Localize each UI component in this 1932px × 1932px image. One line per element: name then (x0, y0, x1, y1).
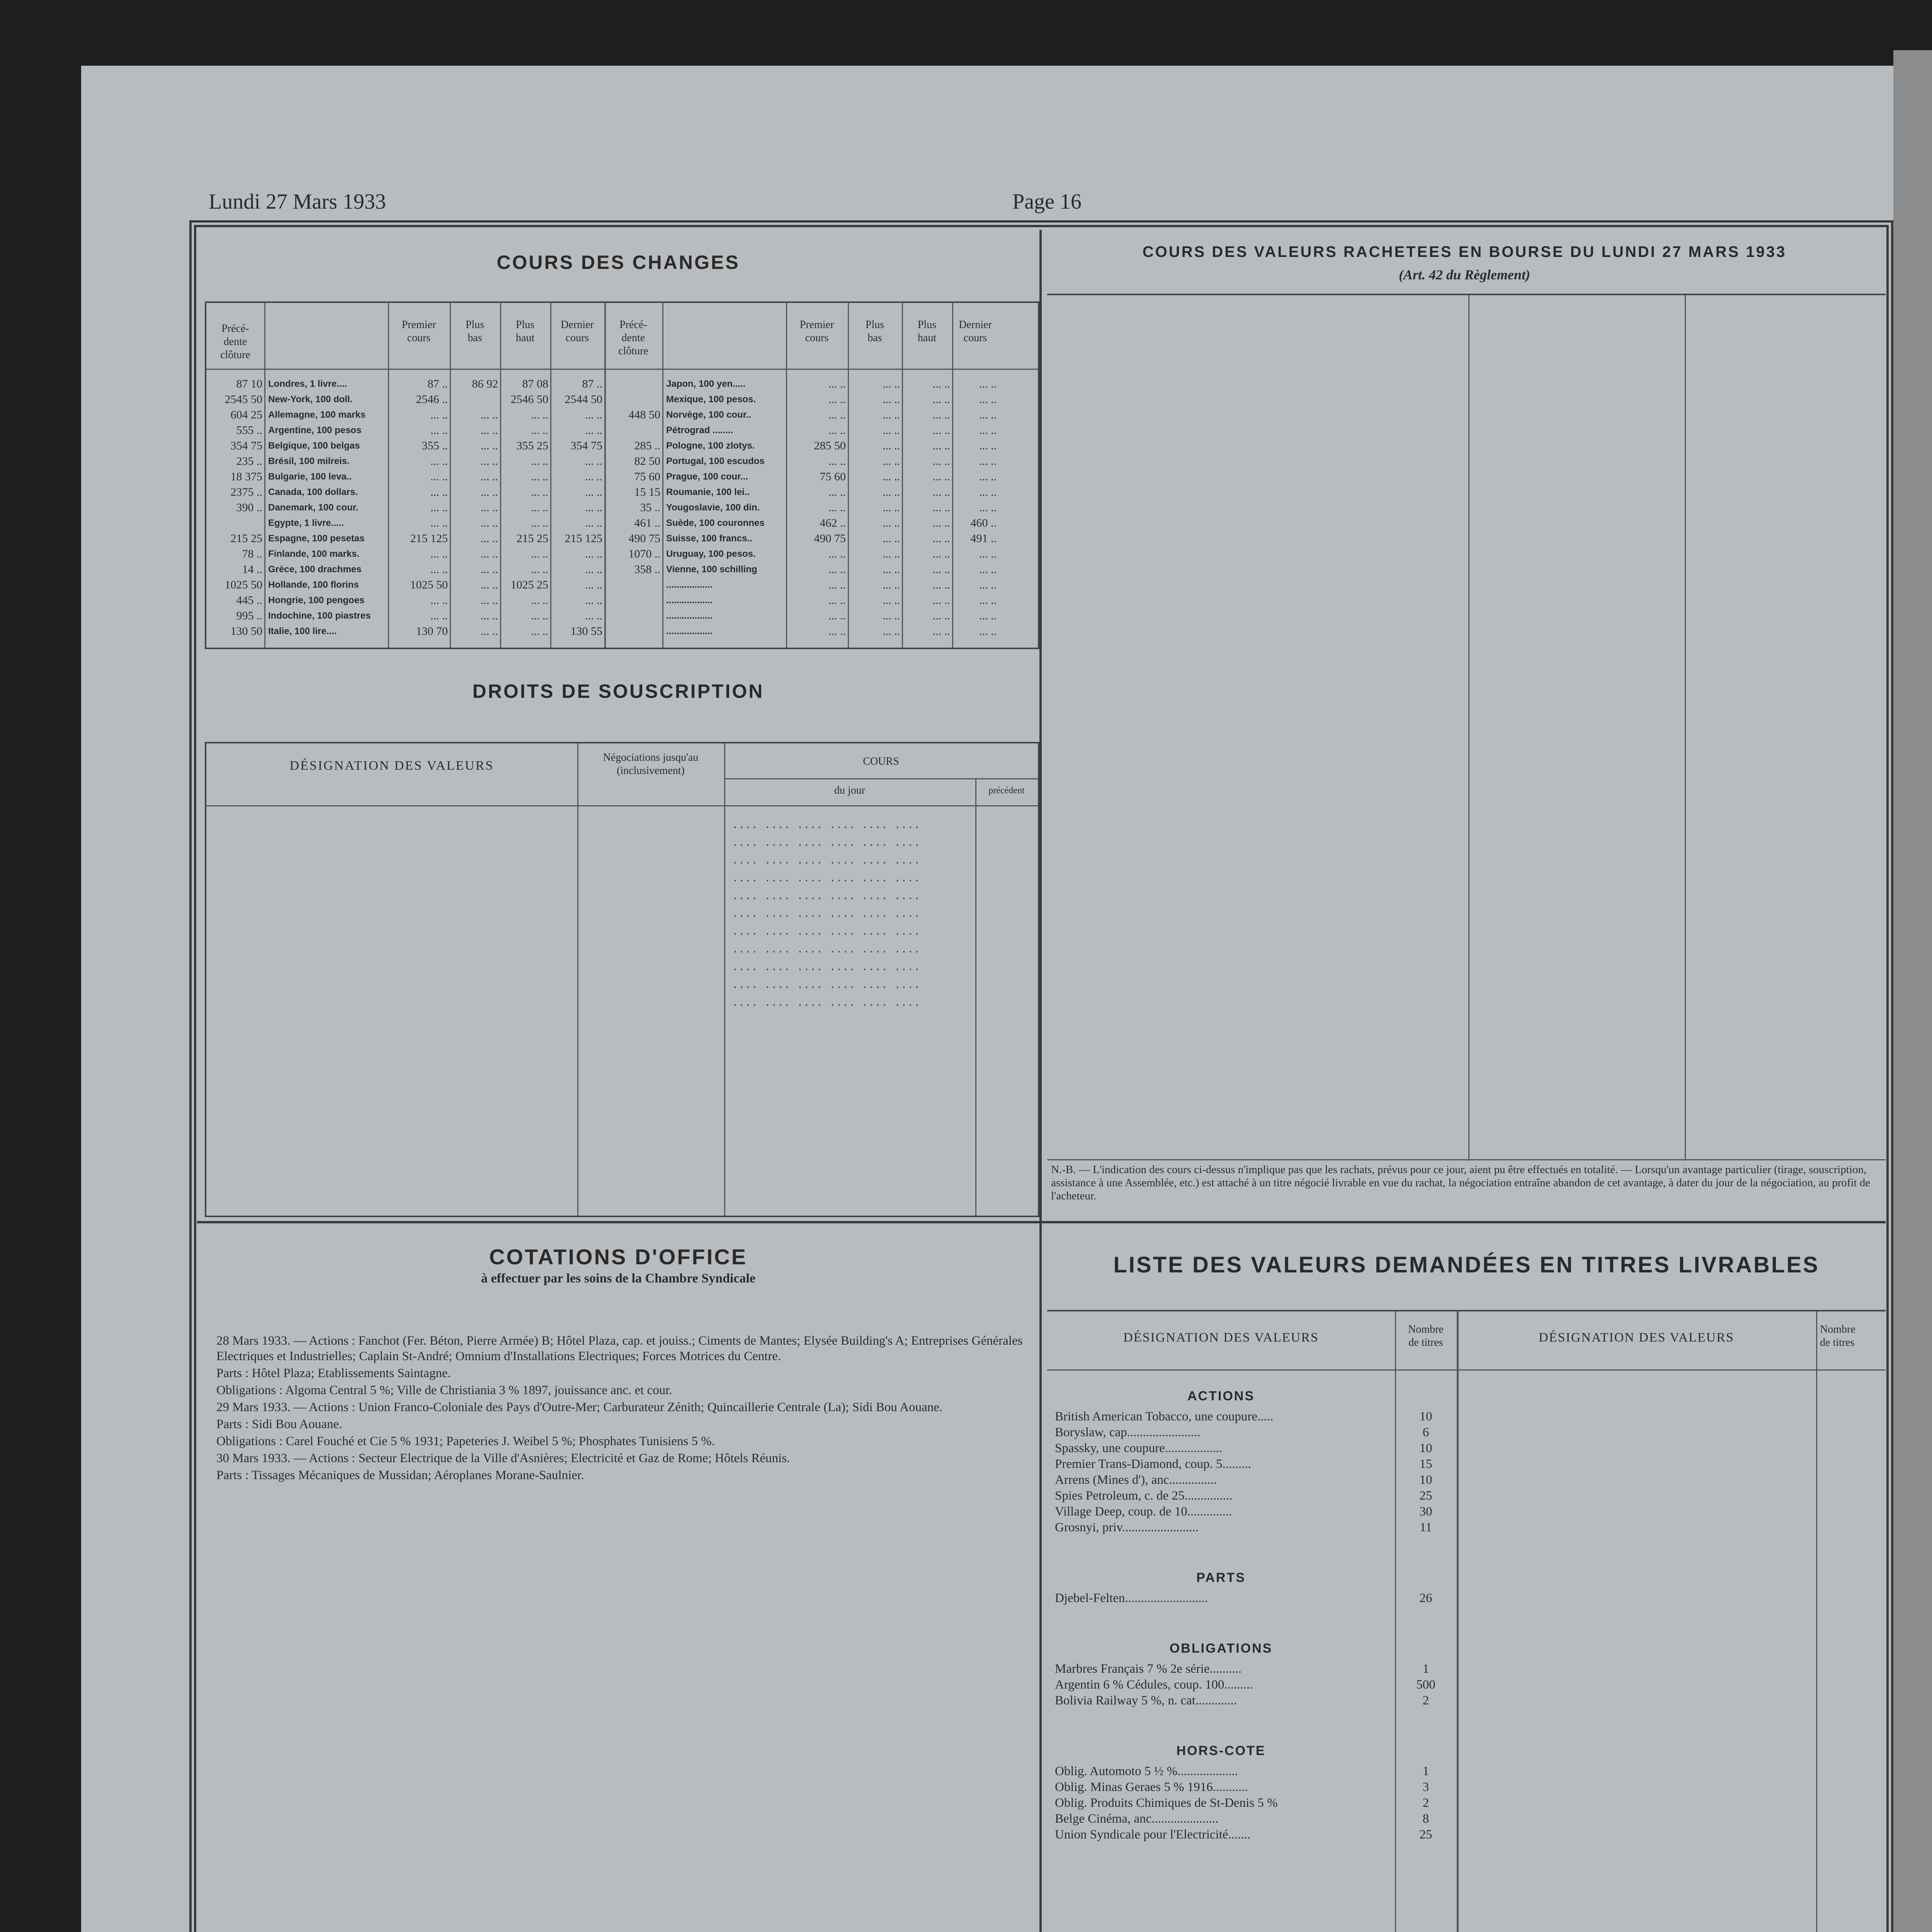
changes-cell-premier: ... .. (430, 548, 448, 560)
changes-cell-name2: Portugal, 100 escudos (666, 456, 765, 466)
changes-cell-bas2: ... .. (883, 439, 900, 452)
cotations-paragraph: 29 Mars 1933. — Actions : Union Franco-Coloniale des Pays d'Outre-Mer; Carburateur Zénith; Quincaillerie Centrale (La); Sidi Bou Aouane. (216, 1400, 943, 1414)
changes-cell-name: Hollande, 100 florins (268, 580, 359, 590)
changes-cell-premier: ... .. (430, 501, 448, 514)
changes-cell-premier: 355 .. (422, 439, 448, 452)
liste-item-name: Marbres Français 7 % 2e série.......... (1055, 1662, 1242, 1676)
changes-cell-haut: 355 25 (516, 439, 548, 452)
liste-item-count: 25 (1419, 1828, 1432, 1842)
liste-item-name: Belge Cinéma, anc..................... (1055, 1812, 1219, 1826)
changes-cell-name: Belgique, 100 belgas (268, 440, 360, 451)
changes-cell-prev: 87 10 (236, 378, 262, 390)
changes-cell-premier2: ... .. (828, 408, 846, 421)
changes-cell-premier: ... .. (430, 609, 448, 622)
liste-item-name: Djebel-Felten.......................... (1055, 1591, 1208, 1605)
changes-cell-bas: ... .. (481, 532, 498, 545)
changes-cell-haut2: ... .. (933, 378, 950, 390)
changes-cell-name: Bulgarie, 100 leva.. (268, 471, 352, 482)
liste-item-name: Boryslaw, cap....................... (1055, 1425, 1201, 1439)
changes-cell-haut2: ... .. (933, 455, 950, 468)
rachetees-title: COURS DES VALEURS RACHETEES EN BOURSE DU LUNDI 27 MARS 1933 (1142, 243, 1787, 260)
liste-item-count: 1 (1422, 1662, 1429, 1676)
changes-cell-bas2: ... .. (883, 501, 900, 514)
changes-cell-bas: ... .. (481, 594, 498, 607)
changes-cell-haut: 87 08 (522, 378, 548, 390)
changes-cell-prev: 235 .. (236, 455, 262, 468)
changes-cell-name2: .................. (666, 611, 713, 621)
changes-cell-name2: Uruguay, 100 pesos. (666, 549, 756, 559)
col-premier-2: Premier cours (799, 319, 834, 344)
changes-cell-name2: Roumanie, 100 lei.. (666, 487, 750, 497)
changes-cell-cl2: 285 .. (634, 439, 660, 452)
changes-cell-name2: Suède, 100 couronnes (666, 518, 765, 528)
liste-item-count: 500 (1416, 1678, 1435, 1692)
changes-cell-haut: ... .. (531, 470, 548, 483)
changes-cell-name: Egypte, 1 livre..... (268, 518, 344, 528)
changes-cell-bas2: ... .. (883, 563, 900, 576)
changes-title: COURS DES CHANGES (497, 252, 740, 273)
changes-cell-haut: 215 25 (516, 532, 548, 545)
changes-cell-haut: ... .. (531, 424, 548, 437)
changes-cell-name2: Mexique, 100 pesos. (666, 394, 756, 405)
changes-cell-haut: ... .. (531, 563, 548, 576)
liste-item-name: Premier Trans-Diamond, coup. 5......... (1055, 1457, 1251, 1471)
next-page-edge (1893, 50, 1932, 1932)
changes-cell-premier: ... .. (430, 455, 448, 468)
liste-title: LISTE DES VALEURS DEMANDÉES EN TITRES LIVRABLES (1113, 1252, 1820, 1277)
liste-section-heading: ACTIONS (1187, 1389, 1255, 1403)
liste-col-designation: DÉSIGNATION DES VALEURS (1123, 1330, 1319, 1345)
liste-item-count: 10 (1419, 1441, 1432, 1455)
changes-cell-dernier: 87 .. (582, 378, 602, 390)
changes-cell-name2: Yougoslavie, 100 din. (666, 502, 760, 513)
changes-cell-premier2: 490 75 (814, 532, 846, 545)
changes-cell-dernier2: ... .. (979, 455, 997, 468)
changes-cell-bas: ... .. (481, 470, 498, 483)
changes-cell-prev: 354 75 (230, 439, 262, 452)
col-plus-bas: Plus bas (465, 319, 485, 344)
changes-cell-cl2: 490 75 (628, 532, 660, 545)
droits-table (205, 742, 1039, 1217)
changes-cell-haut2: ... .. (933, 594, 950, 607)
liste-item-count: 15 (1419, 1457, 1432, 1471)
changes-cell-prev: 18 375 (230, 470, 262, 483)
changes-cell-dernier: 130 55 (570, 625, 602, 638)
liste-col-nombre-2: Nombre de titres (1820, 1323, 1855, 1349)
droits-empty-rows: .... .... .... .... .... .... .... .... .... .... .... .... .... .... .... .... .... .... .... .... .... .... .... .... .... .... .... .... .... .... .... .... .... .... .... .... .... .... .... .... .... .... .... .... .... .... .... .... .... .... .... .... .... .... .... .... .... .... .... .... .... .... .... .... .... .... (732, 820, 920, 1009)
changes-cell-name2: Suisse, 100 francs.. (666, 533, 752, 544)
changes-cell-name2: Vienne, 100 schilling (666, 564, 757, 575)
changes-cell-dernier2: ... .. (979, 439, 997, 452)
changes-cell-premier2: 462 .. (820, 517, 846, 529)
cotations-paragraph: Obligations : Algoma Central 5 %; Ville de Christiania 3 % 1897, jouissance anc. et cour. (216, 1383, 672, 1397)
changes-cell-name: Allemagne, 100 marks (268, 410, 366, 420)
changes-cell-dernier: ... .. (585, 470, 602, 483)
changes-cell-haut2: ... .. (933, 439, 950, 452)
changes-cell-haut2: ... .. (933, 393, 950, 406)
liste-item-name: Spies Petroleum, c. de 25............... (1055, 1489, 1233, 1503)
changes-cell-haut2: ... .. (933, 517, 950, 529)
changes-cell-haut: ... .. (531, 548, 548, 560)
liste-item-name: Arrens (Mines d'), anc............... (1055, 1473, 1217, 1487)
changes-cell-name: Argentine, 100 pesos (268, 425, 362, 435)
divider-top-center (1039, 230, 1042, 1223)
changes-cell-name: Grèce, 100 drachmes (268, 564, 362, 575)
changes-cell-name: Finlande, 100 marks. (268, 549, 360, 559)
col-dernier: Dernier cours (561, 319, 594, 344)
changes-cell-name2: Pologne, 100 zlotys. (666, 440, 755, 451)
col-plus-haut: Plus haut (515, 319, 535, 344)
liste-item-count: 2 (1422, 1694, 1429, 1708)
changes-cell-bas2: ... .. (883, 609, 900, 622)
changes-cell-haut: ... .. (531, 455, 548, 468)
changes-cell-name: Brésil, 100 milreis. (268, 456, 350, 466)
changes-cell-premier2: ... .. (828, 501, 846, 514)
changes-cell-bas2: ... .. (883, 625, 900, 638)
changes-cell-cl2: 358 .. (634, 563, 660, 576)
changes-cell-prev: 555 .. (236, 424, 262, 437)
changes-cell-bas2: ... .. (883, 424, 900, 437)
changes-cell-premier2: ... .. (828, 625, 846, 638)
changes-cell-haut: ... .. (531, 609, 548, 622)
changes-cell-premier: ... .. (430, 424, 448, 437)
changes-cell-prev: 78 .. (242, 548, 262, 560)
liste-table (1047, 1310, 1886, 1932)
cotations-paragraph: 28 Mars 1933. — Actions : Fanchot (Fer. Béton, Pierre Armée) B; Hôtel Plaza, cap. et jouiss.; Ciments de Mantes; Elysée Building's A; Entreprises Générales Electriques et Industrielles; Caplain St-André; Omnium d'Installations Electriques; Forces Motrices du Centre. (216, 1334, 1023, 1363)
changes-cell-dernier2: ... .. (979, 378, 997, 390)
changes-cell-name2: Prague, 100 cour... (666, 471, 748, 482)
changes-cell-prev: 390 .. (236, 501, 262, 514)
col-premier: Premier cours (401, 319, 436, 344)
changes-cell-dernier: ... .. (585, 578, 602, 591)
liste-item-name: Oblig. Minas Geraes 5 % 1916........... (1055, 1780, 1248, 1794)
changes-cell-premier: 215 125 (410, 532, 448, 545)
changes-cell-bas2: ... .. (883, 594, 900, 607)
cotations-title: COTATIONS D'OFFICE (489, 1245, 748, 1269)
changes-cell-dernier: ... .. (585, 424, 602, 437)
col-plus-haut-2: Plus haut (917, 319, 937, 344)
changes-cell-prev: 2545 50 (224, 393, 262, 406)
changes-cell-premier: 2546 .. (416, 393, 448, 406)
changes-cell-name: Italie, 100 lire.... (268, 626, 337, 636)
liste-section-heading: OBLIGATIONS (1169, 1641, 1273, 1656)
cotations-paragraph: Parts : Tissages Mécaniques de Mussidan; Aéroplanes Morane-Saulnier. (216, 1468, 584, 1482)
liste-item-count: 2 (1422, 1796, 1429, 1810)
droits-col-precedent: précédent (988, 786, 1025, 796)
rachetees-subtitle: (Art. 42 du Règlement) (1399, 267, 1530, 282)
changes-cell-haut: ... .. (531, 408, 548, 421)
droits-col-du-jour: du jour (834, 784, 866, 796)
changes-cell-bas: ... .. (481, 424, 498, 437)
changes-cell-bas: ... .. (481, 408, 498, 421)
rachetees-table (1047, 294, 1886, 1159)
liste-item-count: 25 (1419, 1489, 1432, 1503)
changes-cell-name: Canada, 100 dollars. (268, 487, 358, 497)
changes-cell-bas2: ... .. (883, 486, 900, 498)
changes-cell-prev: 130 50 (230, 625, 262, 638)
changes-cell-dernier2: ... .. (979, 408, 997, 421)
droits-title: DROITS DE SOUSCRIPTION (472, 680, 764, 702)
changes-cell-premier2: ... .. (828, 486, 846, 498)
changes-cell-premier2: ... .. (828, 578, 846, 591)
changes-cell-dernier: ... .. (585, 517, 602, 529)
changes-cell-haut2: ... .. (933, 548, 950, 560)
changes-cell-name2: .................. (666, 580, 713, 590)
liste-item-name: Spassky, une coupure.................. (1055, 1441, 1223, 1455)
changes-cell-bas2: ... .. (883, 378, 900, 390)
changes-cell-dernier: ... .. (585, 594, 602, 607)
changes-cell-dernier: ... .. (585, 609, 602, 622)
liste-item-name: Village Deep, coup. de 10.............. (1055, 1505, 1232, 1519)
liste-item-count: 6 (1422, 1425, 1429, 1439)
liste-item-name: British American Tobacco, une coupure..... (1055, 1410, 1274, 1423)
page-number: Page 16 (1012, 190, 1082, 214)
changes-cell-bas: ... .. (481, 548, 498, 560)
changes-cell-haut2: ... .. (933, 408, 950, 421)
changes-cell-premier2: 285 50 (814, 439, 846, 452)
changes-cell-bas: ... .. (481, 625, 498, 638)
cotations-paragraph: Parts : Sidi Bou Aouane. (216, 1417, 342, 1431)
changes-cell-bas2: ... .. (883, 548, 900, 560)
cotations-paragraph: Obligations : Carel Fouché et Cie 5 % 1931; Papeteries J. Weibel 5 %; Phosphates Tunisiens 5 %. (216, 1434, 715, 1448)
changes-cell-cl2: 461 .. (634, 517, 660, 529)
changes-cell-haut2: ... .. (933, 532, 950, 545)
changes-cell-haut2: ... .. (933, 625, 950, 638)
changes-cell-bas: ... .. (481, 486, 498, 498)
cotations-body (216, 1333, 1028, 1485)
changes-cell-premier: 130 70 (416, 625, 448, 638)
col-prev-close: Précé- dente clôture (220, 323, 250, 361)
changes-cell-name2: .................. (666, 626, 713, 636)
changes-cell-dernier2: ... .. (979, 625, 997, 638)
changes-cell-haut: 1025 25 (510, 578, 548, 591)
changes-cell-name2: .................. (666, 595, 713, 605)
liste-item-count: 1 (1422, 1764, 1429, 1778)
changes-cell-dernier: 2544 50 (565, 393, 602, 406)
changes-cell-premier: 1025 50 (410, 578, 448, 591)
changes-cell-dernier2: ... .. (979, 563, 997, 576)
changes-cell-name2: Norvège, 100 cour.. (666, 410, 752, 420)
changes-cell-bas: ... .. (481, 563, 498, 576)
changes-cell-haut2: ... .. (933, 609, 950, 622)
liste-item-count: 8 (1422, 1812, 1429, 1826)
changes-cell-cl2: 35 .. (640, 501, 660, 514)
changes-cell-dernier2: ... .. (979, 578, 997, 591)
liste-item-count: 30 (1419, 1505, 1432, 1519)
liste-item-count: 10 (1419, 1410, 1432, 1423)
changes-cell-premier2: ... .. (828, 563, 846, 576)
changes-cell-bas2: ... .. (883, 408, 900, 421)
liste-item-name: Oblig. Produits Chimiques de St-Denis 5 % (1055, 1796, 1278, 1810)
changes-cell-prev: 995 .. (236, 609, 262, 622)
changes-cell-dernier: ... .. (585, 501, 602, 514)
changes-cell-cl2: 1070 .. (628, 548, 660, 560)
droits-col-negociations: Négociations jusqu'au (inclusivement) (603, 752, 699, 777)
changes-cell-dernier2: ... .. (979, 609, 997, 622)
col-dernier-2: Dernier cours (959, 319, 992, 344)
liste-item-count: 26 (1419, 1591, 1432, 1605)
changes-cell-haut: ... .. (531, 625, 548, 638)
changes-cell-dernier2: ... .. (979, 594, 997, 607)
changes-cell-cl2: 15 15 (634, 486, 660, 498)
changes-cell-bas2: ... .. (883, 517, 900, 529)
changes-cell-prev: 604 25 (230, 408, 262, 421)
changes-cell-premier2: ... .. (828, 455, 846, 468)
changes-cell-dernier: ... .. (585, 563, 602, 576)
changes-cell-haut2: ... .. (933, 578, 950, 591)
changes-cell-bas2: ... .. (883, 455, 900, 468)
changes-cell-prev: 14 .. (242, 563, 262, 576)
changes-cell-dernier: 215 125 (565, 532, 602, 545)
rachetees-note-rule (1047, 1159, 1886, 1160)
changes-cell-premier: ... .. (430, 563, 448, 576)
changes-cell-premier2: ... .. (828, 393, 846, 406)
liste-section-heading: HORS-COTE (1176, 1743, 1266, 1758)
changes-table (205, 301, 1039, 649)
changes-cell-premier: ... .. (430, 517, 448, 529)
changes-cell-premier2: ... .. (828, 424, 846, 437)
changes-cell-bas: 86 92 (472, 378, 498, 390)
changes-cell-bas2: ... .. (883, 393, 900, 406)
col-plus-bas-2: Plus bas (865, 319, 884, 344)
changes-cell-prev: 445 .. (236, 594, 262, 607)
cotations-subtitle: à effectuer par les soins de la Chambre Syndicale (481, 1271, 756, 1286)
changes-cell-haut2: ... .. (933, 486, 950, 498)
changes-cell-dernier2: ... .. (979, 501, 997, 514)
changes-cell-premier2: 75 60 (820, 470, 846, 483)
liste-item-name: Oblig. Automoto 5 ½ %................... (1055, 1764, 1238, 1778)
changes-cell-dernier2: ... .. (979, 548, 997, 560)
changes-cell-prev: 2375 .. (230, 486, 262, 498)
changes-cell-dernier: ... .. (585, 455, 602, 468)
changes-cell-premier2: ... .. (828, 378, 846, 390)
cotations-paragraph: 30 Mars 1933. — Actions : Secteur Electrique de la Ville d'Asnières; Electricité et Gaz de Rome; Hôtels Réunis. (216, 1451, 790, 1465)
changes-cell-bas: ... .. (481, 609, 498, 622)
changes-cell-dernier: 354 75 (570, 439, 602, 452)
changes-cell-name2: Pétrograd ........ (666, 425, 733, 435)
liste-item-name: Argentin 6 % Cédules, coup. 100......... (1055, 1678, 1253, 1692)
col-prev-close-2: Précé- dente clôture (618, 319, 648, 357)
changes-cell-premier: ... .. (430, 408, 448, 421)
changes-cell-cl2: 82 50 (634, 455, 660, 468)
changes-cell-name: Londres, 1 livre.... (268, 379, 347, 389)
liste-item-count: 11 (1420, 1520, 1432, 1534)
changes-cell-name2: Japon, 100 yen..... (666, 379, 746, 389)
changes-cell-prev: 1025 50 (224, 578, 262, 591)
droits-col-designation: DÉSIGNATION DES VALEURS (289, 759, 494, 773)
changes-cell-bas: ... .. (481, 578, 498, 591)
liste-item-name: Grosnyi, priv........................ (1055, 1520, 1199, 1534)
changes-cell-dernier2: 460 .. (970, 517, 997, 529)
liste-col-nombre: Nombre de titres (1408, 1323, 1444, 1349)
changes-cell-bas: ... .. (481, 455, 498, 468)
changes-cell-bas2: ... .. (883, 578, 900, 591)
divider-mid-center (1039, 1221, 1042, 1932)
liste-section-heading: PARTS (1196, 1570, 1246, 1585)
changes-cell-bas2: ... .. (883, 470, 900, 483)
liste-item-count: 3 (1422, 1780, 1429, 1794)
changes-cell-premier2: ... .. (828, 548, 846, 560)
changes-cell-name: New-York, 100 doll. (268, 394, 353, 405)
changes-cell-premier2: ... .. (828, 594, 846, 607)
changes-cell-bas2: ... .. (883, 532, 900, 545)
changes-cell-haut: ... .. (531, 501, 548, 514)
changes-cell-premier: ... .. (430, 470, 448, 483)
changes-cell-dernier2: ... .. (979, 393, 997, 406)
changes-cell-dernier2: ... .. (979, 486, 997, 498)
changes-cell-dernier: ... .. (585, 486, 602, 498)
changes-cell-haut2: ... .. (933, 501, 950, 514)
liste-item-count: 10 (1419, 1473, 1432, 1487)
changes-cell-haut2: ... .. (933, 424, 950, 437)
liste-item-name: Bolivia Railway 5 %, n. cat............. (1055, 1694, 1237, 1708)
rachetees-note: N.-B. — L'indication des cours ci-dessus n'implique pas que les rachats, prévus pour ce jour, aient pu être effectués en totalité. — Lorsqu'un avantage particulier (tirage, souscription, assistance à une Assemblée, etc.) est attaché à un titre négocié livrable en vue du rachat, la négociation entraîne abandon de cet avantage, à dater du jour de la négociation, au profit de l'acheteur. (1051, 1163, 1871, 1202)
changes-cell-bas: ... .. (481, 501, 498, 514)
changes-cell-haut: 2546 50 (510, 393, 548, 406)
changes-cell-premier2: ... .. (828, 609, 846, 622)
cotations-paragraph: Parts : Hôtel Plaza; Etablissements Saintagne. (216, 1366, 451, 1380)
liste-item-name: Union Syndicale pour l'Electricité....... (1055, 1828, 1251, 1842)
changes-cell-premier: ... .. (430, 486, 448, 498)
changes-cell-dernier2: 491 .. (970, 532, 997, 545)
changes-cell-cl2: 448 50 (628, 408, 660, 421)
changes-cell-prev: 215 25 (230, 532, 262, 545)
liste-col-designation-2: DÉSIGNATION DES VALEURS (1539, 1330, 1734, 1345)
droits-col-cours: COURS (863, 755, 899, 767)
changes-cell-dernier: ... .. (585, 548, 602, 560)
changes-cell-bas: ... .. (481, 439, 498, 452)
changes-cell-premier: ... .. (430, 594, 448, 607)
changes-cell-haut: ... .. (531, 594, 548, 607)
changes-cell-haut: ... .. (531, 486, 548, 498)
changes-cell-haut2: ... .. (933, 563, 950, 576)
changes-cell-haut: ... .. (531, 517, 548, 529)
changes-cell-dernier: ... .. (585, 408, 602, 421)
changes-cell-bas: ... .. (481, 517, 498, 529)
page-date: Lundi 27 Mars 1933 (209, 190, 386, 214)
changes-cell-cl2: 75 60 (634, 470, 660, 483)
changes-cell-name: Espagne, 100 pesetas (268, 533, 365, 544)
changes-cell-dernier2: ... .. (979, 424, 997, 437)
changes-cell-dernier2: ... .. (979, 470, 997, 483)
changes-cell-haut2: ... .. (933, 470, 950, 483)
changes-cell-name: Danemark, 100 cour. (268, 502, 359, 513)
changes-cell-premier: 87 .. (427, 378, 448, 390)
changes-cell-name: Indochine, 100 piastres (268, 611, 371, 621)
changes-cell-name: Hongrie, 100 pengoes (268, 595, 365, 605)
